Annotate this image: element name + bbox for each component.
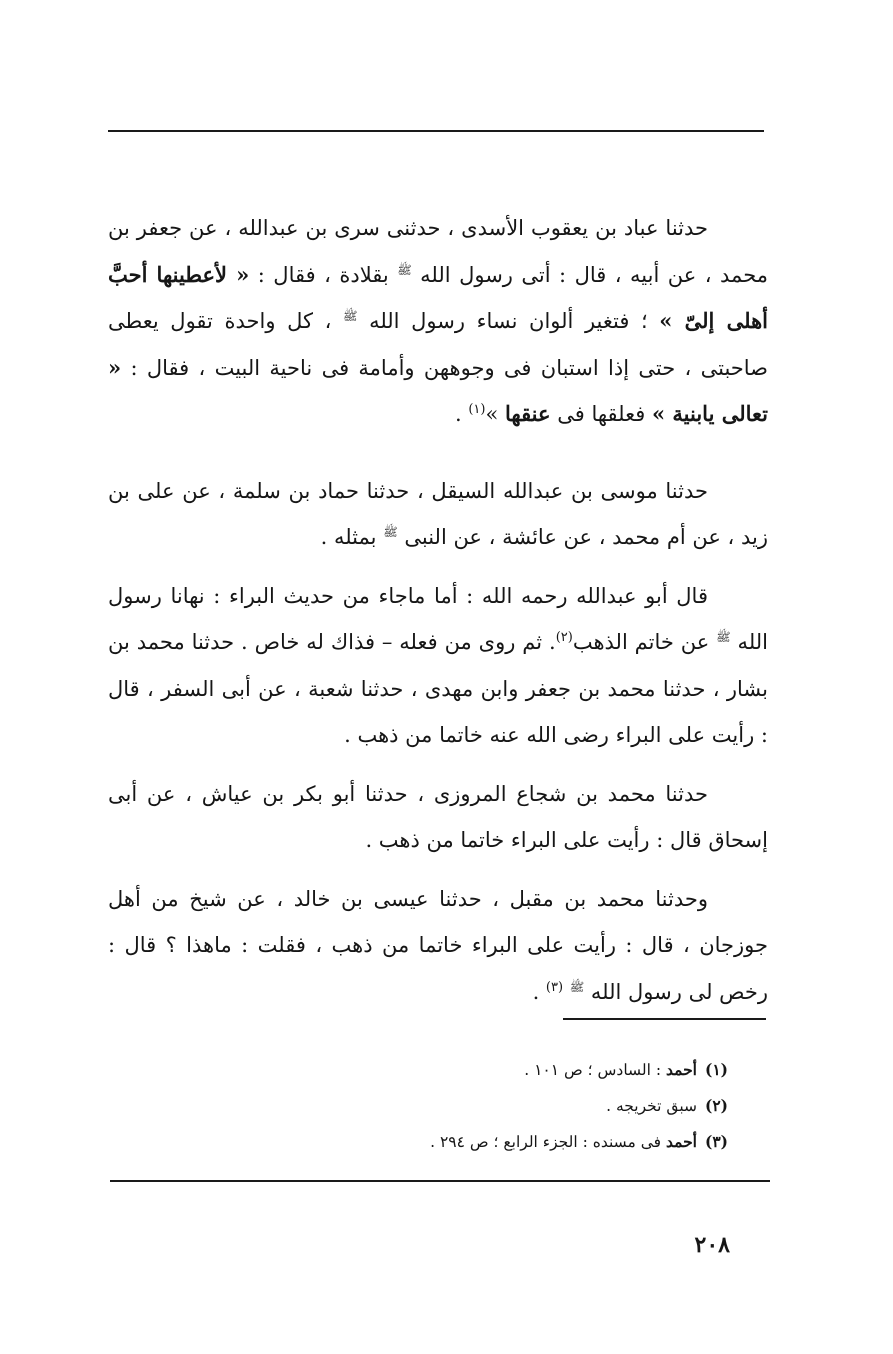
footnote-text	[430, 1133, 697, 1151]
page-number: ٢٠٨	[694, 1232, 730, 1258]
main-text-block	[108, 205, 768, 1015]
paragraph-gold-ring-prohibition	[108, 573, 768, 759]
footnote-reference: (٣)	[545, 979, 564, 995]
salutation-ligature: ﷺ	[383, 525, 398, 539]
paragraph-hadith-musa	[108, 468, 768, 561]
text-run: .	[454, 402, 469, 426]
footnote-1	[300, 1052, 728, 1088]
bottom-rule	[110, 1180, 770, 1182]
salutation-ligature: ﷺ	[569, 979, 585, 994]
footnote-number: (٣)	[704, 1132, 728, 1151]
footnotes-block	[300, 1052, 728, 1160]
text-run: ، كل واحدة تقول يعطى صاحبتى ، حتى إذا استبان فى وجوههن وأمامة فى ناحية البيت ، فقال :	[108, 309, 768, 380]
footnote-number: (٢)	[704, 1096, 728, 1115]
footnote-number: (١)	[704, 1060, 728, 1079]
footnote-reference: (٢)	[555, 630, 573, 645]
text-run: وحدثنا محمد بن مقبل ، حدثنا عيسى بن خالد ، عن شيخ من أهل جوزجان ، قال : رأيت على البراء خاتما من ذهب ، فقلت : ماهذا ؟ قال : رخص لى رسول الله	[108, 886, 768, 1004]
text-run: فعلقها فى	[550, 402, 652, 426]
footnote-text	[524, 1061, 697, 1079]
text-run: . ثم روى من فعله – فذاك له خاص . حدثنا محمد بن بشار ، حدثنا محمد بن جعفر وابن مهدى ، حدثنا شعبة ، عن أبى السفر ، قال : رأيت على البراء رضى الله عنه خاتما من ذهب .	[108, 630, 768, 747]
footnote-text	[606, 1097, 697, 1115]
text-run: بقلادة ، فقال :	[249, 262, 398, 287]
paragraph-hadith-muqbil	[108, 876, 768, 1016]
text-run: : السادس ؛ ص ١٠١ .	[524, 1061, 666, 1079]
top-rule	[108, 130, 764, 132]
quoted-speech: « تعالى يابنية »	[108, 354, 768, 426]
footnote-reference: (١)	[468, 402, 486, 417]
text-run: ؛ فتغير ألوان نساء رسول الله	[357, 309, 660, 333]
text-run: حدثنا محمد بن شجاع المروزى ، حدثنا أبو بكر بن عياش ، عن أبى إسحاق قال : رأيت على البراء خاتما من ذهب .	[108, 781, 768, 852]
salutation-ligature: ﷺ	[342, 309, 358, 323]
footnote-2	[300, 1088, 728, 1124]
salutation-ligature: ﷺ	[397, 262, 412, 277]
text-run: .	[532, 979, 546, 1004]
paragraph-hadith-necklace	[108, 205, 768, 438]
footnote-separator	[563, 1018, 766, 1020]
footnote-3	[300, 1124, 728, 1160]
salutation-ligature: ﷺ	[716, 630, 731, 644]
text-run: قال أبو عبدالله رحمه الله : أما ماجاء من حديث البراء : نهانا رسول الله	[108, 583, 769, 654]
text-run: عن خاتم الذهب	[572, 630, 717, 654]
text-run: »	[485, 402, 505, 426]
quoted-speech: أحمد	[665, 1060, 697, 1079]
text-run: حدثنا موسى بن عبدالله السيقل ، حدثنا حماد بن سلمة ، عن على بن زيد ، عن أم محمد ، عن عائشة ، عن النبى	[108, 478, 768, 549]
text-run: فى مسنده : الجزء الرابع ؛ ص ٢٩٤ .	[430, 1133, 666, 1151]
quoted-speech: عنقها	[504, 401, 551, 426]
quoted-speech: « لأعطينها أحبَّ أهلى إلىّ »	[108, 261, 768, 333]
text-run: بمثله .	[320, 525, 384, 549]
paragraph-hadith-shuja	[108, 771, 768, 864]
text-run: حدثنا عباد بن يعقوب الأسدى ، حدثنى سرى بن عبدالله ، عن جعفر بن محمد ، عن أبيه ، قال : أتى رسول الله	[108, 216, 768, 287]
text-run: سبق تخريجه .	[606, 1097, 697, 1115]
text-run	[563, 980, 570, 1004]
quoted-speech: أحمد	[665, 1132, 697, 1151]
